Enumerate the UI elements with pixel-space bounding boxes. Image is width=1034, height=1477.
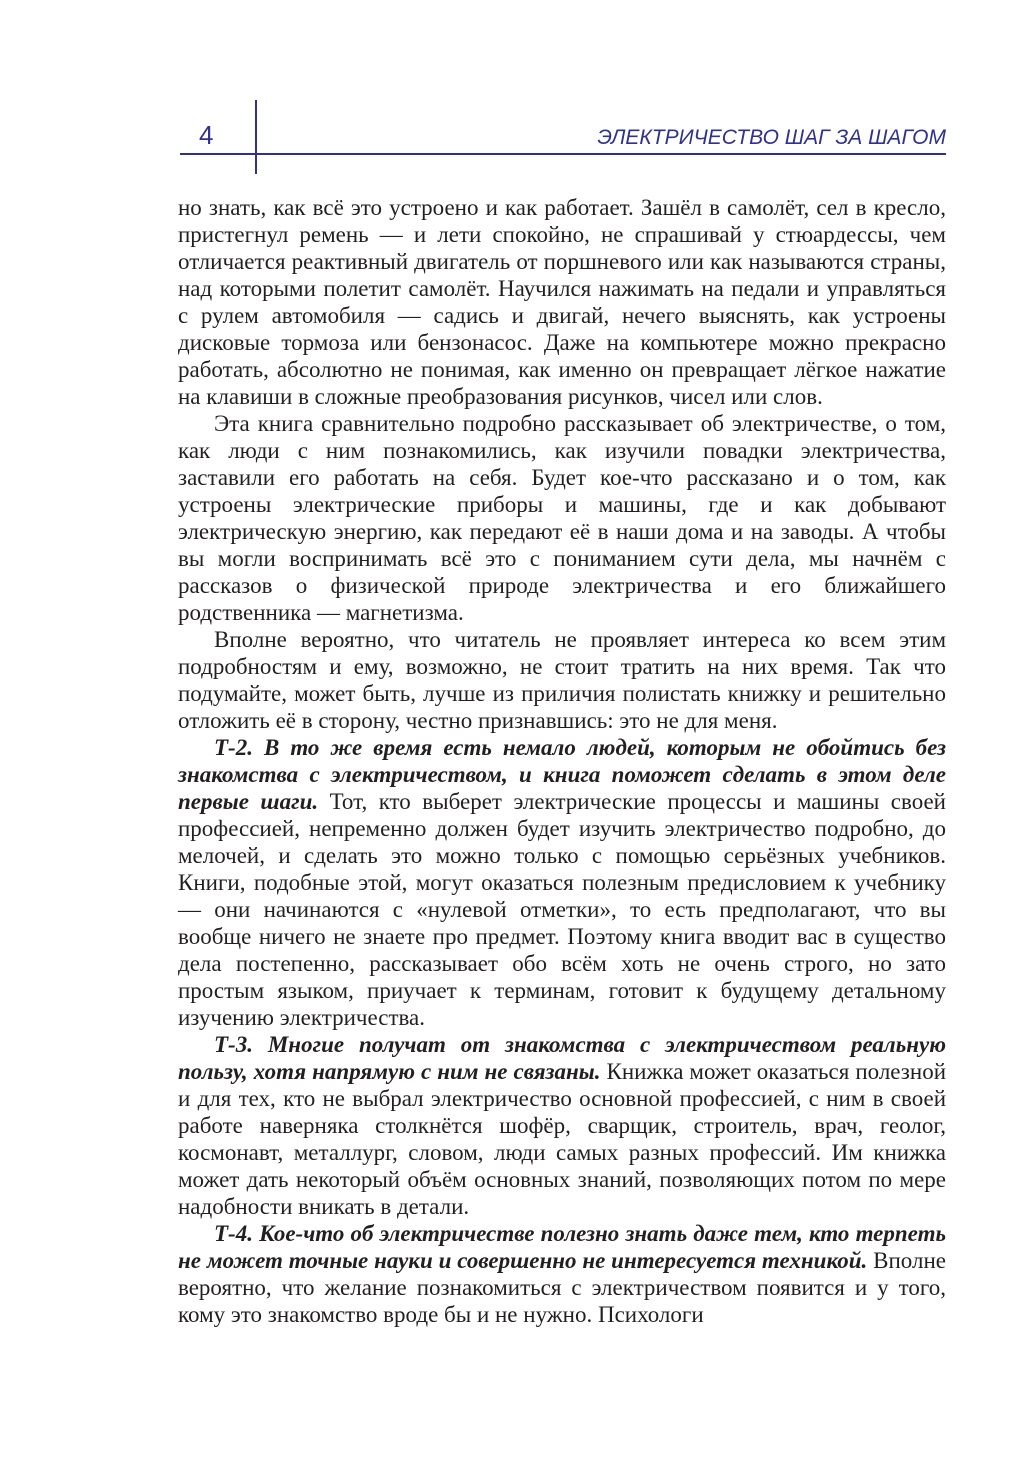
paragraph-2-text: Эта книга сравнительно подробно рассказывает об электричестве, о том, как люди с ним познакомились, как изучили повадки электричества, заставили его работать на себя. Будет кое-что рассказано и о том, как устроены электрические приборы и машины, где и как добывают электрическую энергию, как передают её в наши дома и на заводы. А чтобы вы могли воспринимать всё это с пониманием сути дела, мы начнём с рассказов о физической природе электричества и его ближайшего родственника — магнетизма. [178, 411, 946, 625]
paragraph-t3 [178, 1031, 946, 1220]
paragraph-t2-lead: Т-2. В то же время есть немало людей, которым не обойтись без знакомства с электричеством, и книга поможет сделать в этом деле первые шаги. [178, 735, 946, 814]
page-number: 4 [199, 120, 214, 150]
paragraph-2 [178, 410, 946, 626]
paragraph-1-text: но знать, как всё это устроено и как работает. Зашёл в самолёт, сел в кресло, пристегнул ремень — и лети спокойно, не спрашивай у стюардессы, чем отличается реактивный двигатель от поршневого или как называются страны, над которыми полетит самолёт. Научился нажимать на педали и управляться с рулем автомобиля — садись и двигай, нечего выяснять, как устроены дисковые тормоза или бензонасос. Даже на компьютере можно прекрасно работать, абсолютно не понимая, как именно он превращает лёгкое нажатие на клавиши в сложные преобразования рисунков, чисел или слов. [178, 195, 946, 409]
paragraph-t2 [178, 734, 946, 1031]
paragraph-t4 [178, 1220, 946, 1328]
paragraph-1 [178, 194, 946, 410]
paragraph-t3-lead: Т-3. Многие получат от знакомства с электричеством реальную пользу, хотя напрямую с ним не связаны. [178, 1032, 946, 1084]
paragraph-t3-text: Книжка может оказаться полезной и для тех, кто не выбрал электричество основной профессией, с ним в своей работе наверняка столкнётся шофёр, сварщик, строитель, врач, геолог, космонавт, металлург, словом, люди самых разных профессий. Им книжка может дать некоторый объём основных знаний, позволяющих потом по мере надобности вникать в детали. [178, 1059, 947, 1219]
header-horizontal-rule [180, 153, 946, 155]
running-title: ЭЛЕКТРИЧЕСТВО ШАГ ЗА ШАГОМ [597, 126, 946, 149]
paragraph-t4-lead: Т-4. Кое-что об электричестве полезно знать даже тем, кто терпеть не может точные науки и совершенно не интересуется техникой. [178, 1221, 946, 1273]
paragraph-3 [178, 626, 946, 734]
body-text [178, 194, 946, 1328]
page-header [0, 0, 1034, 180]
paragraph-t4-text: Вполне вероятно, что желание познакомиться с электричеством появится и у того, кому это знакомство вроде бы и не нужно. Психологи [178, 1248, 946, 1327]
header-vertical-rule [255, 100, 257, 174]
paragraph-t2-text: Тот, кто выберет электрические процессы и машины своей профессией, непременно должен будет изучить электричество подробно, до мелочей, и сделать это можно только с помощью серьёзных учебников. Книги, подобные этой, могут оказаться полезным предисловием к учебнику — они начинаются с «нулевой отметки», то есть предполагают, что вы вообще ничего не знаете про предмет. Поэтому книга вводит вас в существо дела постепенно, рассказывает обо всём хоть не очень строго, но зато простым языком, приучает к терминам, готовит к будущему детальному изучению электричества. [178, 789, 946, 1030]
paragraph-3-text: Вполне вероятно, что читатель не проявляет интереса ко всем этим подробностям и ему, возможно, не стоит тратить на них время. Так что подумайте, может быть, лучше из приличия полистать книжку и решительно отложить её в сторону, честно признавшись: это не для меня. [178, 627, 946, 733]
